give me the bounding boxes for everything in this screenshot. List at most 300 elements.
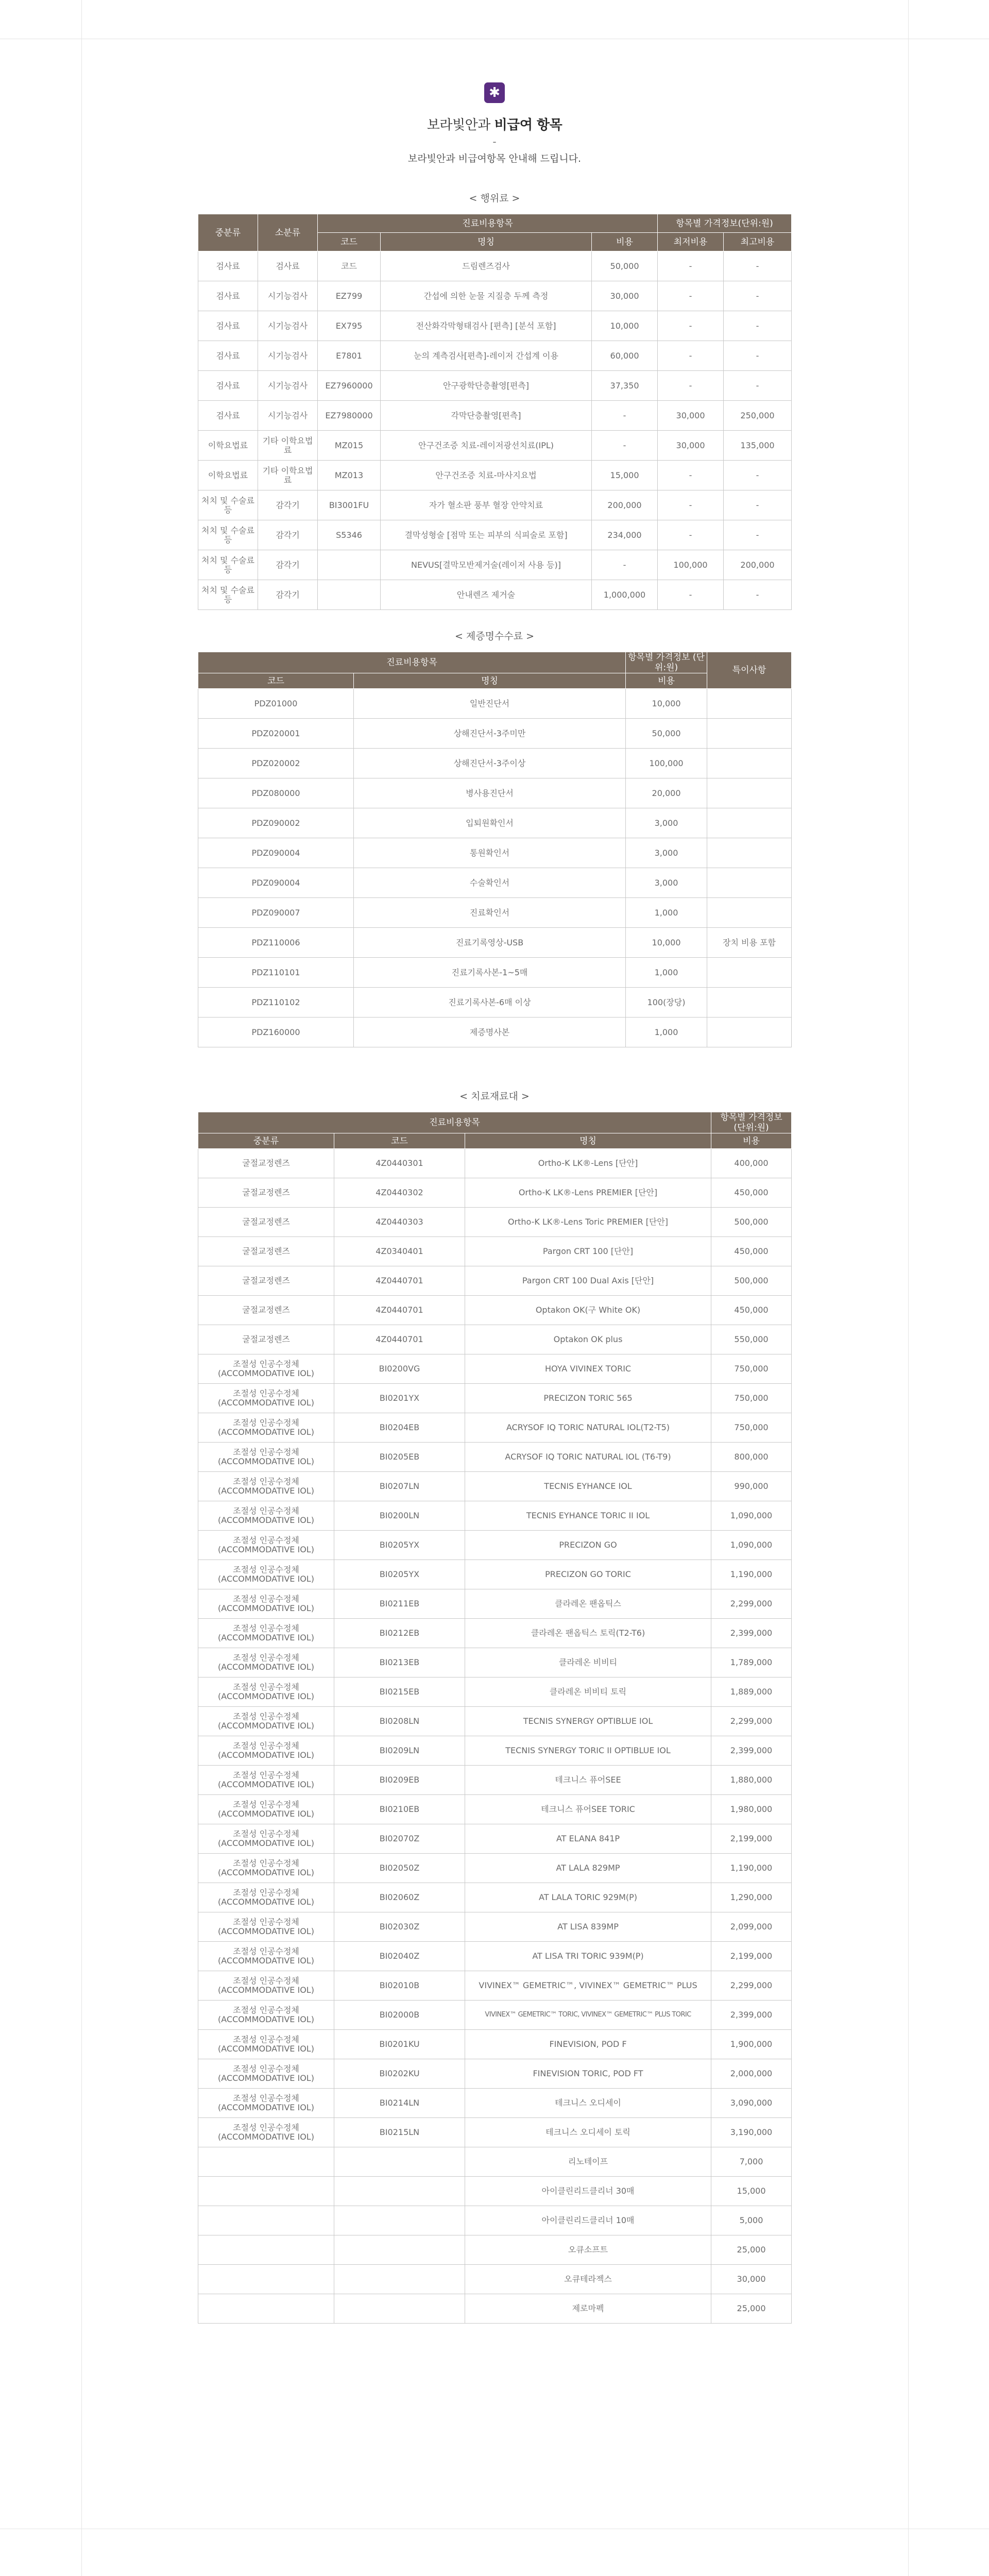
page-subtitle: 보라빛안과 비급여항목 안내해 드립니다. xyxy=(407,153,582,164)
cell-code: BI0213EB xyxy=(334,1648,465,1677)
cell-cost: 2,099,000 xyxy=(711,1912,792,1942)
table-row xyxy=(198,2206,792,2235)
cell-name: 안구건조증 치료-레이저광선치료(IPL) xyxy=(381,431,592,461)
cell-cost: 37,350 xyxy=(592,371,658,401)
table-row xyxy=(198,1971,792,2001)
cell-major: 검사료 xyxy=(198,281,258,311)
cell-name: 진료확인서 xyxy=(354,898,626,928)
table-row xyxy=(198,749,792,778)
header-price-group: 항목별 가격정보 (단위:원) xyxy=(711,1112,792,1133)
cell-major xyxy=(198,2265,334,2294)
cell-code: BI02040Z xyxy=(334,1942,465,1971)
table-row xyxy=(198,1531,792,1560)
cell-code xyxy=(318,580,381,610)
cell-name: 일반진단서 xyxy=(354,689,626,719)
cell-name: 제로마펙 xyxy=(465,2294,711,2324)
cell-name: Optakon OK(구 White OK) xyxy=(465,1296,711,1325)
cell-name: 입퇴원확인서 xyxy=(354,808,626,838)
cell-code: BI02010B xyxy=(334,1971,465,2001)
cell-code: 코드 xyxy=(318,251,381,281)
cell-name: Ortho-K LK®-Lens PREMIER [단안] xyxy=(465,1178,711,1208)
cell-cost: 100,000 xyxy=(626,749,707,778)
cell-major: 조절성 인공수정체 (ACCOMMODATIVE IOL) xyxy=(198,2118,334,2147)
certificate-fee-table xyxy=(198,652,792,1047)
cell-name: 진료기록사본-6매 이상 xyxy=(354,988,626,1018)
cell-name: 상해진단서-3주이상 xyxy=(354,749,626,778)
cell-code: BI0200VG xyxy=(334,1354,465,1384)
cell-code: BI0205YX xyxy=(334,1560,465,1589)
cell-minor: 감각기 xyxy=(258,520,318,550)
title-clinic: 보라빛안과 xyxy=(427,117,490,133)
cell-major: 조절성 인공수정체 (ACCOMMODATIVE IOL) xyxy=(198,1736,334,1766)
cell-name: 자가 혈소판 풍부 혈장 안약치료 xyxy=(381,490,592,520)
table-row xyxy=(198,2001,792,2030)
table-row xyxy=(198,401,792,431)
table-row xyxy=(198,461,792,490)
cell-major: 조절성 인공수정체 (ACCOMMODATIVE IOL) xyxy=(198,1619,334,1648)
table-row xyxy=(198,868,792,898)
cell-cost: 3,190,000 xyxy=(711,2118,792,2147)
cell-name: 제증명사본 xyxy=(354,1018,626,1047)
cell-name: 간섭에 의한 눈물 지질층 두께 측정 xyxy=(381,281,592,311)
cell-cost: 750,000 xyxy=(711,1384,792,1413)
cell-name: PRECIZON GO TORIC xyxy=(465,1560,711,1589)
cell-major: 조절성 인공수정체 (ACCOMMODATIVE IOL) xyxy=(198,1443,334,1472)
cell-name: AT LALA TORIC 929M(P) xyxy=(465,1883,711,1912)
header-code: 코드 xyxy=(198,673,354,689)
cell-code: EZ7960000 xyxy=(318,371,381,401)
procedure-fee-rows xyxy=(198,251,792,610)
cell-major: 처치 및 수술료 등 xyxy=(198,550,258,580)
cell-min: - xyxy=(658,311,724,341)
cell-max: - xyxy=(724,580,792,610)
cell-major: 조절성 인공수정체 (ACCOMMODATIVE IOL) xyxy=(198,1531,334,1560)
cell-major: 굴절교정렌즈 xyxy=(198,1178,334,1208)
cell-name: PRECIZON GO xyxy=(465,1531,711,1560)
table-row xyxy=(198,719,792,749)
cell-name: 안구광학단층촬영[편측] xyxy=(381,371,592,401)
header-name: 명칭 xyxy=(381,233,592,251)
cell-cost: 1,090,000 xyxy=(711,1501,792,1531)
cell-min: - xyxy=(658,580,724,610)
cell-minor: 감각기 xyxy=(258,550,318,580)
cell-major: 굴절교정렌즈 xyxy=(198,1149,334,1178)
cell-minor: 시기능검사 xyxy=(258,341,318,371)
cell-name: 클라레온 비비티 xyxy=(465,1648,711,1677)
cell-max: 200,000 xyxy=(724,550,792,580)
asterisk-logo-icon: ✱ xyxy=(484,82,505,103)
cell-max: - xyxy=(724,281,792,311)
cell-max: - xyxy=(724,371,792,401)
table-row xyxy=(198,689,792,719)
cell-name: 오큐테라젝스 xyxy=(465,2265,711,2294)
material-fee-table xyxy=(198,1112,792,2324)
cell-cost: 2,299,000 xyxy=(711,1707,792,1736)
cell-major: 조절성 인공수정체 (ACCOMMODATIVE IOL) xyxy=(198,1560,334,1589)
cell-code xyxy=(334,2265,465,2294)
header-group: 진료비용항목 xyxy=(318,214,658,233)
cell-major xyxy=(198,2177,334,2206)
cell-cost: 990,000 xyxy=(711,1472,792,1501)
cell-major xyxy=(198,2147,334,2177)
cell-cost: 750,000 xyxy=(711,1354,792,1384)
cell-code xyxy=(334,2235,465,2265)
cell-cost: 1,000,000 xyxy=(592,580,658,610)
cell-code: 4Z0440302 xyxy=(334,1178,465,1208)
cell-minor: 시기능검사 xyxy=(258,371,318,401)
cell-code: BI0201KU xyxy=(334,2030,465,2059)
cell-cost: 30,000 xyxy=(711,2265,792,2294)
cell-major xyxy=(198,2294,334,2324)
cell-cost: 15,000 xyxy=(711,2177,792,2206)
cell-code: 4Z0440303 xyxy=(334,1208,465,1237)
cell-name: 테크니스 오디세이 xyxy=(465,2089,711,2118)
table-row xyxy=(198,2177,792,2206)
cell-note xyxy=(707,988,792,1018)
cell-note xyxy=(707,808,792,838)
cell-code: PDZ01000 xyxy=(198,689,354,719)
cell-name: 상해진단서-3주미만 xyxy=(354,719,626,749)
cell-major: 조절성 인공수정체 (ACCOMMODATIVE IOL) xyxy=(198,1854,334,1883)
cell-minor: 기타 이학요법료 xyxy=(258,461,318,490)
table-row xyxy=(198,898,792,928)
cell-min: 100,000 xyxy=(658,550,724,580)
cell-code xyxy=(334,2147,465,2177)
cell-max: - xyxy=(724,461,792,490)
table-row xyxy=(198,550,792,580)
cell-name: 진료기록사본-1~5매 xyxy=(354,958,626,988)
table-row xyxy=(198,1413,792,1443)
cell-cost: 450,000 xyxy=(711,1178,792,1208)
cell-name: ACRYSOF IQ TORIC NATURAL IOL (T6-T9) xyxy=(465,1443,711,1472)
page-title xyxy=(198,114,791,133)
cell-max: - xyxy=(724,341,792,371)
cell-cost: 3,090,000 xyxy=(711,2089,792,2118)
cell-code: BI0202KU xyxy=(334,2059,465,2089)
cell-max: 135,000 xyxy=(724,431,792,461)
cell-note xyxy=(707,898,792,928)
cell-minor: 시기능검사 xyxy=(258,311,318,341)
cell-name: 진료기록영상-USB xyxy=(354,928,626,958)
cell-code: MZ015 xyxy=(318,431,381,461)
cell-major: 조절성 인공수정체 (ACCOMMODATIVE IOL) xyxy=(198,1942,334,1971)
cell-name: 병사용진단서 xyxy=(354,778,626,808)
cell-min: - xyxy=(658,490,724,520)
cell-cost: 1,000 xyxy=(626,898,707,928)
table-row xyxy=(198,251,792,281)
cell-max: 250,000 xyxy=(724,401,792,431)
cell-major: 처치 및 수술료 등 xyxy=(198,580,258,610)
cell-major: 조절성 인공수정체 (ACCOMMODATIVE IOL) xyxy=(198,2059,334,2089)
cell-major: 이학요법료 xyxy=(198,431,258,461)
cell-cost: 10,000 xyxy=(626,689,707,719)
table-row xyxy=(198,580,792,610)
cell-name: 클라레온 팬옵틱스 xyxy=(465,1589,711,1619)
cell-cost: 500,000 xyxy=(711,1266,792,1296)
cell-major: 검사료 xyxy=(198,371,258,401)
cell-cost: 10,000 xyxy=(592,311,658,341)
table-row xyxy=(198,1443,792,1472)
cell-note xyxy=(707,749,792,778)
cell-cost: 2,299,000 xyxy=(711,1971,792,2001)
material-fee-rows xyxy=(198,1149,792,2324)
cell-name: 아이클린리드클리너 30매 xyxy=(465,2177,711,2206)
table-row xyxy=(198,1795,792,1824)
cell-name: Ortho-K LK®-Lens Toric PREMIER [단안] xyxy=(465,1208,711,1237)
table-row xyxy=(198,2235,792,2265)
cell-name: 안내렌즈 제거술 xyxy=(381,580,592,610)
header-price-group: 항목별 가격정보(단위:원) xyxy=(658,214,792,233)
cell-name: VIVINEX™ GEMETRIC™, VIVINEX™ GEMETRIC™ PLUS xyxy=(465,1971,711,2001)
cell-cost: 1,980,000 xyxy=(711,1795,792,1824)
cell-code: BI0200LN xyxy=(334,1501,465,1531)
header-major: 중분류 xyxy=(198,214,258,251)
cell-max: - xyxy=(724,520,792,550)
cell-code: BI3001FU xyxy=(318,490,381,520)
cell-code xyxy=(334,2177,465,2206)
cell-major: 조절성 인공수정체 (ACCOMMODATIVE IOL) xyxy=(198,2089,334,2118)
cell-code: PDZ090004 xyxy=(198,838,354,868)
cell-min: 30,000 xyxy=(658,401,724,431)
table-row xyxy=(198,1178,792,1208)
cell-name: 클라레온 팬옵틱스 토릭(T2-T6) xyxy=(465,1619,711,1648)
cell-cost: 50,000 xyxy=(592,251,658,281)
cell-cost: 800,000 xyxy=(711,1443,792,1472)
table-row xyxy=(198,1237,792,1266)
cell-cost: 7,000 xyxy=(711,2147,792,2177)
cell-cost: 1,000 xyxy=(626,958,707,988)
header-min: 최저비용 xyxy=(658,233,724,251)
table-row xyxy=(198,1736,792,1766)
cell-name: Pargon CRT 100 Dual Axis [단안] xyxy=(465,1266,711,1296)
table-row xyxy=(198,1619,792,1648)
cell-major: 검사료 xyxy=(198,311,258,341)
cell-cost: 25,000 xyxy=(711,2235,792,2265)
table-row xyxy=(198,1384,792,1413)
table-row xyxy=(198,1912,792,1942)
header-name: 명칭 xyxy=(354,673,626,689)
cell-cost: 2,199,000 xyxy=(711,1824,792,1854)
table-row xyxy=(198,1766,792,1795)
cell-name: 드림렌즈검사 xyxy=(381,251,592,281)
cell-name: TECNIS SYNERGY OPTIBLUE IOL xyxy=(465,1707,711,1736)
cell-name: FINEVISION TORIC, POD FT xyxy=(465,2059,711,2089)
cell-code: MZ013 xyxy=(318,461,381,490)
cell-cost: - xyxy=(592,550,658,580)
table-row xyxy=(198,1354,792,1384)
cell-cost: 50,000 xyxy=(626,719,707,749)
guide-line-left xyxy=(81,0,82,2576)
cell-code: BI02060Z xyxy=(334,1883,465,1912)
cell-code xyxy=(334,2294,465,2324)
table-row xyxy=(198,1942,792,1971)
header-cost: 비용 xyxy=(592,233,658,251)
cell-major xyxy=(198,2206,334,2235)
cell-code: BI0205EB xyxy=(334,1443,465,1472)
header-note: 특이사항 xyxy=(707,652,792,689)
table-row xyxy=(198,520,792,550)
cell-name: 각막단층촬영[편측] xyxy=(381,401,592,431)
cell-code: E7801 xyxy=(318,341,381,371)
table-row xyxy=(198,1472,792,1501)
cell-max: - xyxy=(724,311,792,341)
cell-cost: 20,000 xyxy=(626,778,707,808)
table-row xyxy=(198,1707,792,1736)
cell-major: 굴절교정렌즈 xyxy=(198,1325,334,1354)
table-row xyxy=(198,1296,792,1325)
table-row xyxy=(198,2147,792,2177)
cell-major: 조절성 인공수정체 (ACCOMMODATIVE IOL) xyxy=(198,1648,334,1677)
cell-cost: 1,090,000 xyxy=(711,1531,792,1560)
cell-name: 테크니스 오디세이 토릭 xyxy=(465,2118,711,2147)
table-row xyxy=(198,778,792,808)
table-row xyxy=(198,838,792,868)
cell-name: 오큐소프트 xyxy=(465,2235,711,2265)
cell-cost: 1,290,000 xyxy=(711,1883,792,1912)
section-title-material: < 치료재료대 > xyxy=(459,1091,530,1102)
cell-major: 처치 및 수술료 등 xyxy=(198,520,258,550)
cell-major: 조절성 인공수정체 (ACCOMMODATIVE IOL) xyxy=(198,1971,334,2001)
table-row xyxy=(198,281,792,311)
cell-cost: 550,000 xyxy=(711,1325,792,1354)
cell-cost: 15,000 xyxy=(592,461,658,490)
cell-minor: 시기능검사 xyxy=(258,401,318,431)
cell-code: PDZ020001 xyxy=(198,719,354,749)
table-row xyxy=(198,1648,792,1677)
table-row xyxy=(198,2294,792,2324)
cell-max: - xyxy=(724,490,792,520)
cell-note xyxy=(707,868,792,898)
table-row xyxy=(198,928,792,958)
cell-major: 검사료 xyxy=(198,401,258,431)
cell-major: 조절성 인공수정체 (ACCOMMODATIVE IOL) xyxy=(198,1413,334,1443)
header-price-group: 항목별 가격정보 (단위:원) xyxy=(626,652,707,673)
cell-cost: 750,000 xyxy=(711,1413,792,1443)
cell-major: 조절성 인공수정체 (ACCOMMODATIVE IOL) xyxy=(198,1501,334,1531)
cell-name: NEVUS[결막모반제거술(레이저 사용 등)] xyxy=(381,550,592,580)
cell-name: VIVINEX™ GEMETRIC™ TORIC, VIVINEX™ GEMETRIC™ PLUS TORIC xyxy=(465,2001,711,2030)
cell-major: 조절성 인공수정체 (ACCOMMODATIVE IOL) xyxy=(198,1677,334,1707)
cell-note: 장치 비용 포함 xyxy=(707,928,792,958)
cell-code: BI0214LN xyxy=(334,2089,465,2118)
cell-note xyxy=(707,719,792,749)
cell-cost: 1,880,000 xyxy=(711,1766,792,1795)
cell-major: 조절성 인공수정체 (ACCOMMODATIVE IOL) xyxy=(198,1472,334,1501)
cell-name: TECNIS EYHANCE TORIC II IOL xyxy=(465,1501,711,1531)
cell-code: PDZ020002 xyxy=(198,749,354,778)
cell-cost: 1,190,000 xyxy=(711,1854,792,1883)
table-row xyxy=(198,341,792,371)
cell-name: TECNIS EYHANCE IOL xyxy=(465,1472,711,1501)
cell-cost: 2,199,000 xyxy=(711,1942,792,1971)
table-row xyxy=(198,1589,792,1619)
cell-minor: 감각기 xyxy=(258,490,318,520)
cell-cost: - xyxy=(592,431,658,461)
cell-name: 수술확인서 xyxy=(354,868,626,898)
cell-code: BI02070Z xyxy=(334,1824,465,1854)
cell-name: 테크니스 퓨어SEE TORIC xyxy=(465,1795,711,1824)
cell-cost: - xyxy=(592,401,658,431)
cell-code: BI02030Z xyxy=(334,1912,465,1942)
cell-min: - xyxy=(658,371,724,401)
cell-cost: 2,399,000 xyxy=(711,2001,792,2030)
header-code: 코드 xyxy=(318,233,381,251)
cell-code: BI0204EB xyxy=(334,1413,465,1443)
cell-note xyxy=(707,958,792,988)
cell-note xyxy=(707,838,792,868)
cell-code: BI0211EB xyxy=(334,1589,465,1619)
cell-code xyxy=(318,550,381,580)
cell-major: 조절성 인공수정체 (ACCOMMODATIVE IOL) xyxy=(198,1824,334,1854)
cell-min: - xyxy=(658,251,724,281)
cell-cost: 60,000 xyxy=(592,341,658,371)
cell-cost: 1,000 xyxy=(626,1018,707,1047)
table-row xyxy=(198,2118,792,2147)
cell-cost: 10,000 xyxy=(626,928,707,958)
cell-name: FINEVISION, POD F xyxy=(465,2030,711,2059)
cell-major: 조절성 인공수정체 (ACCOMMODATIVE IOL) xyxy=(198,2030,334,2059)
cell-code: EZ7980000 xyxy=(318,401,381,431)
cell-name: 테크니스 퓨어SEE xyxy=(465,1766,711,1795)
cell-cost: 1,190,000 xyxy=(711,1560,792,1589)
table-row xyxy=(198,958,792,988)
cell-cost: 3,000 xyxy=(626,838,707,868)
cell-code: EX795 xyxy=(318,311,381,341)
table-row xyxy=(198,311,792,341)
cell-code: BI0208LN xyxy=(334,1707,465,1736)
cell-code: BI02000B xyxy=(334,2001,465,2030)
cell-note xyxy=(707,1018,792,1047)
cell-name: AT ELANA 841P xyxy=(465,1824,711,1854)
cell-major: 굴절교정렌즈 xyxy=(198,1296,334,1325)
cell-name: HOYA VIVINEX TORIC xyxy=(465,1354,711,1384)
table-row xyxy=(198,1501,792,1531)
table-row xyxy=(198,2030,792,2059)
cell-min: - xyxy=(658,281,724,311)
cell-code: BI0212EB xyxy=(334,1619,465,1648)
cell-cost: 400,000 xyxy=(711,1149,792,1178)
table-row xyxy=(198,1883,792,1912)
table-row xyxy=(198,988,792,1018)
cell-major: 굴절교정렌즈 xyxy=(198,1266,334,1296)
cell-name: 안구건조증 치료-마사지요법 xyxy=(381,461,592,490)
cell-name: AT LALA 829MP xyxy=(465,1854,711,1883)
title-emphasis: 비급여 항목 xyxy=(494,117,562,133)
header-group: 진료비용항목 xyxy=(198,652,626,673)
cell-major: 굴절교정렌즈 xyxy=(198,1237,334,1266)
cell-major: 조절성 인공수정체 (ACCOMMODATIVE IOL) xyxy=(198,1883,334,1912)
cell-cost: 30,000 xyxy=(592,281,658,311)
cell-name: Pargon CRT 100 [단안] xyxy=(465,1237,711,1266)
cell-code: BI0209EB xyxy=(334,1766,465,1795)
cell-major: 조절성 인공수정체 (ACCOMMODATIVE IOL) xyxy=(198,1354,334,1384)
cell-code: 4Z0440701 xyxy=(334,1266,465,1296)
title-dash: - xyxy=(492,135,497,148)
header-max: 최고비용 xyxy=(724,233,792,251)
table-row xyxy=(198,1677,792,1707)
cell-min: - xyxy=(658,461,724,490)
certificate-fee-rows xyxy=(198,689,792,1047)
cell-note xyxy=(707,778,792,808)
cell-min: - xyxy=(658,341,724,371)
table-row xyxy=(198,431,792,461)
cell-max: - xyxy=(724,251,792,281)
cell-code: PDZ090007 xyxy=(198,898,354,928)
cell-name: TECNIS SYNERGY TORIC II OPTIBLUE IOL xyxy=(465,1736,711,1766)
cell-code: BI0209LN xyxy=(334,1736,465,1766)
cell-code: 4Z0440701 xyxy=(334,1325,465,1354)
cell-cost: 2,399,000 xyxy=(711,1619,792,1648)
